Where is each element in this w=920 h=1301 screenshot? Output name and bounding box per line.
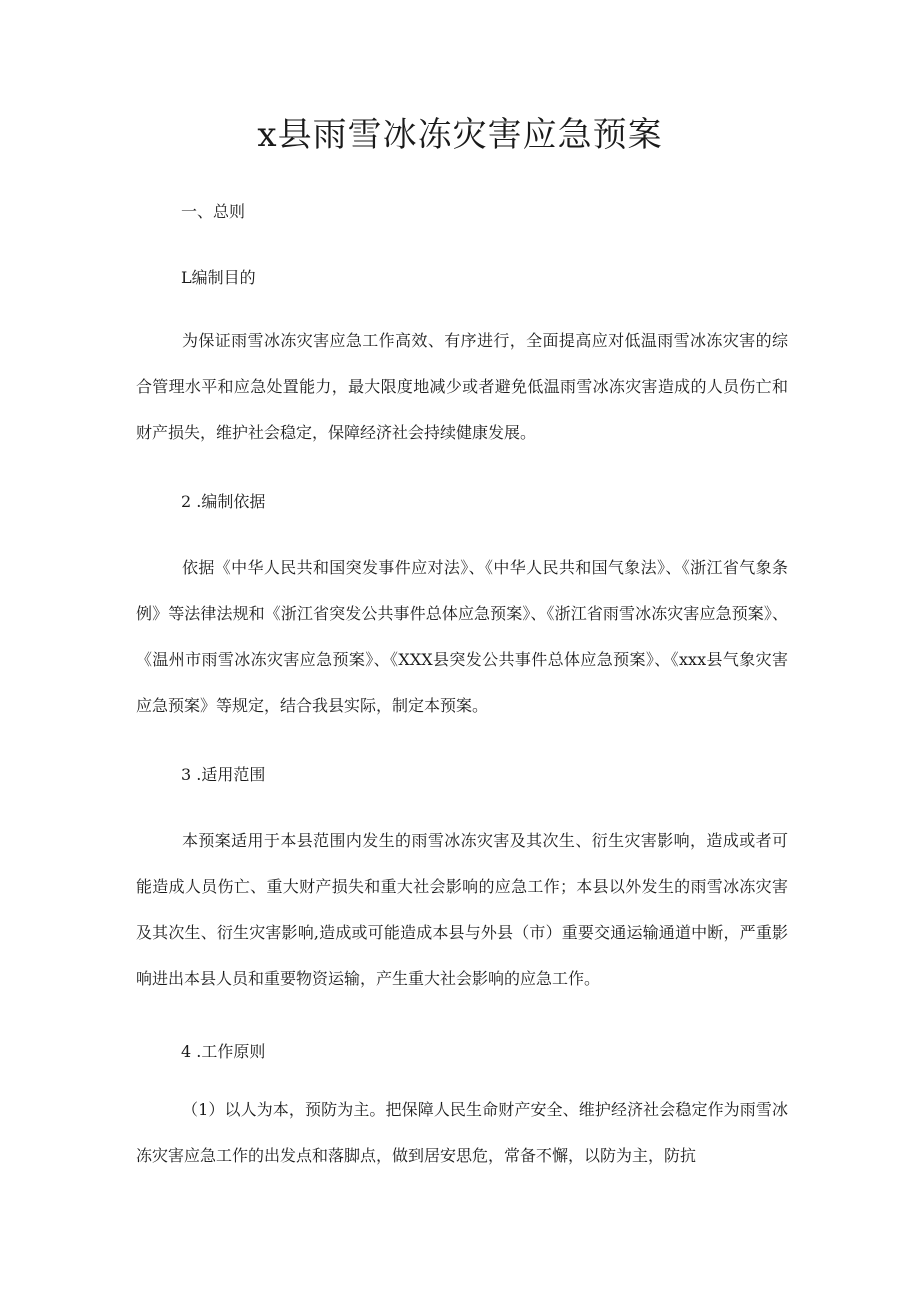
section-heading-principles: 4 .工作原则	[181, 1042, 266, 1061]
section-heading-general: 一、总则	[181, 202, 246, 221]
paragraph-purpose: 为保证雨雪冰冻灾害应急工作高效、有序进行，全面提高应对低温雨雪冰冻灾害的综合管理水平和应急处置能力，最大限度地减少或者避免低温雨雪冰冻灾害造成的人员伤亡和财产损失，维护社会稳定，保障经济社会持续健康发展。	[136, 331, 788, 442]
section-heading-basis: 2 .编制依据	[181, 492, 266, 511]
document-title: x县雨雪冰冻灾害应急预案	[257, 115, 663, 155]
paragraph-basis: 依据《中华人民共和国突发事件应对法》、《中华人民共和国气象法》、《浙江省气象条例》等法律法规和《浙江省突发公共事件总体应急预案》、《浙江省雨雪冰冻灾害应急预案》、《温州市雨雪冰冻灾害应急预案》、《XXX县突发公共事件总体应急预案》、《xxx县气象灾害应急预案》等规定，结合我县实际，制定本预案。	[136, 558, 788, 715]
paragraph-scope: 本预案适用于本县范围内发生的雨雪冰冻灾害及其次生、衍生灾害影响，造成或者可能造成人员伤亡、重大财产损失和重大社会影响的应急工作；本县以外发生的雨雪冰冻灾害及其次生、衍生灾害影响,造成或可能造成本县与外县（市）重要交通运输通道中断，严重影响进出本县人员和重要物资运输，产生重大社会影响的应急工作。	[136, 831, 788, 988]
section-heading-scope: 3 .适用范围	[181, 765, 266, 784]
section-heading-purpose: L编制目的	[181, 268, 256, 287]
paragraph-principles: （1）以人为本，预防为主。把保障人民生命财产安全、维护经济社会稳定作为雨雪冰冻灾害应急工作的出发点和落脚点，做到居安思危，常备不懈，以防为主，防抗	[136, 1100, 788, 1165]
